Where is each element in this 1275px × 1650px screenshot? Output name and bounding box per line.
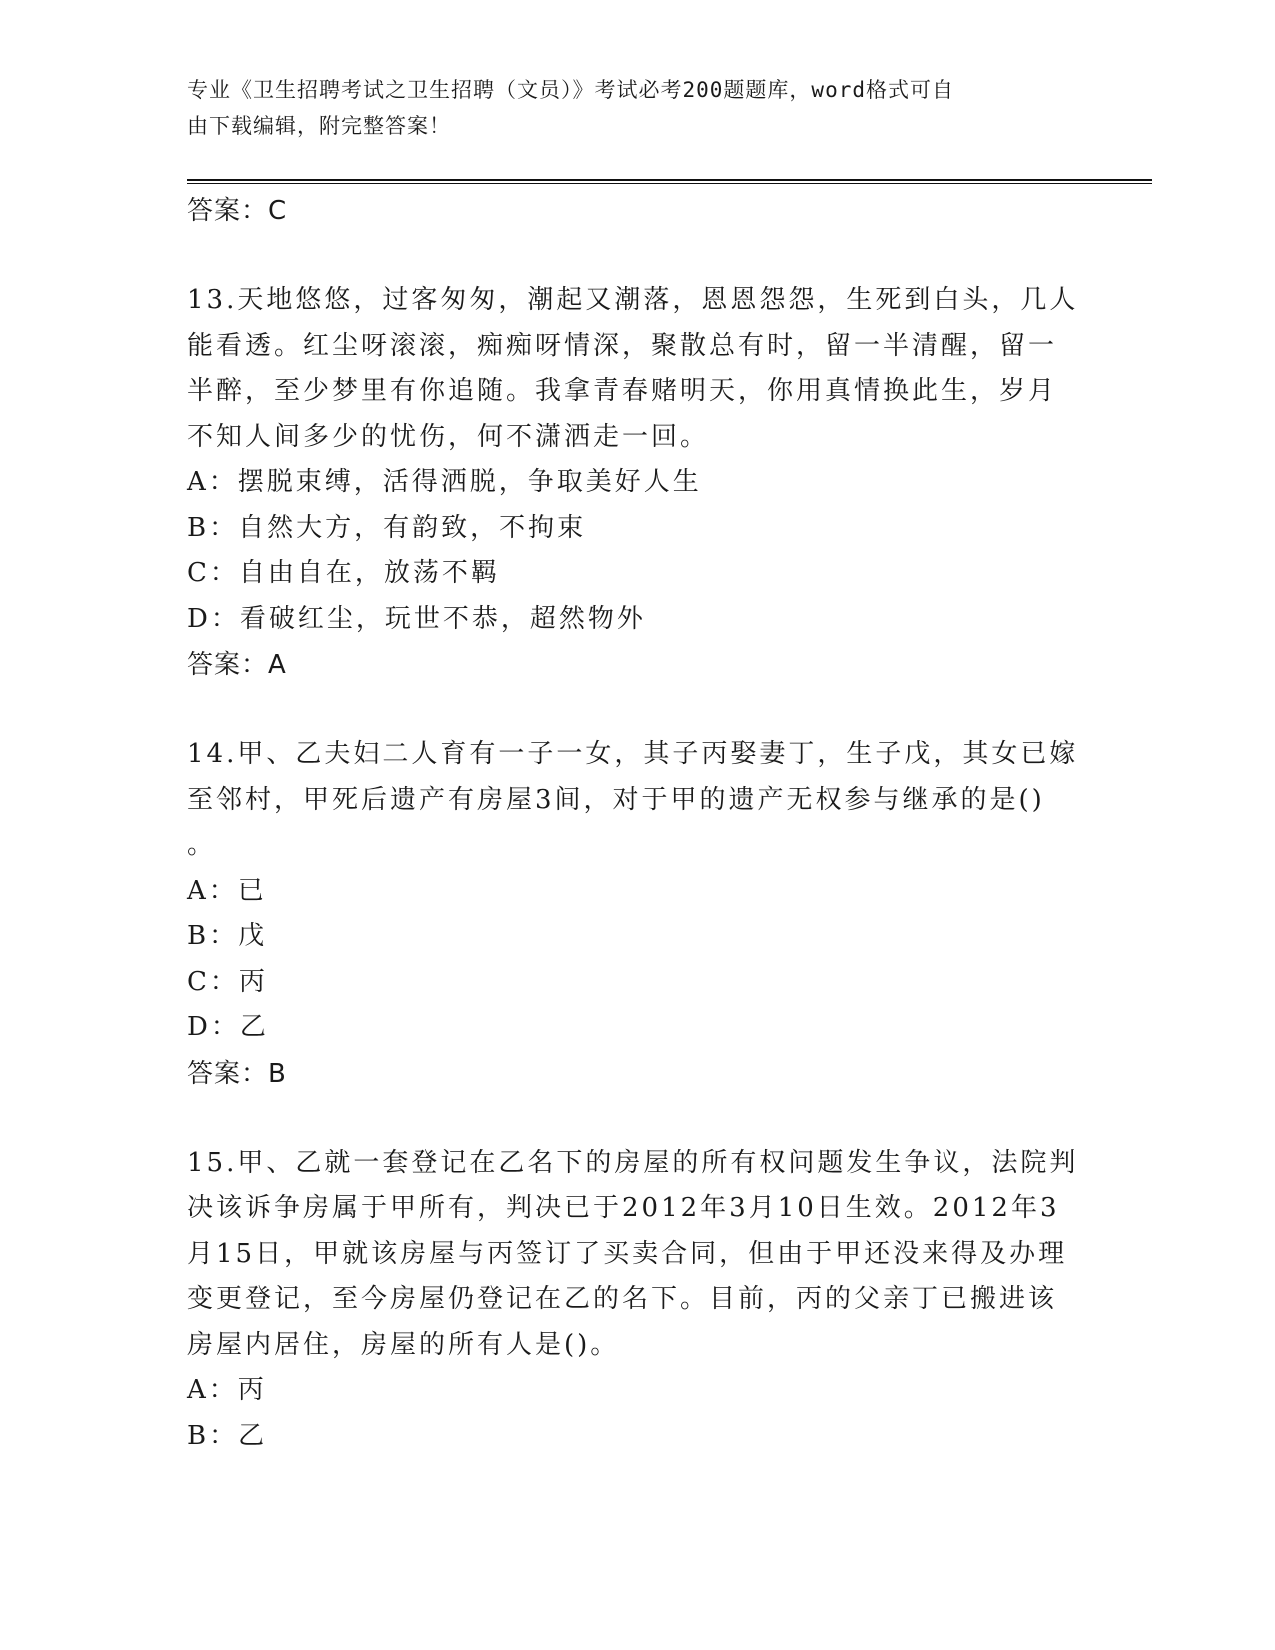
option-b: B：戊	[187, 921, 268, 951]
question-text-line: 。	[187, 830, 217, 860]
option-c: C：自由自在，放荡不羁	[187, 558, 500, 588]
question-text-line: 不知人间多少的忧伤，何不潇洒走一回。	[187, 421, 710, 452]
question-text-line: 变更登记，至今房屋仍登记在乙的名下。目前，丙的父亲丁已搬进该	[187, 1284, 1058, 1314]
question-text-line: 月15日，甲就该房屋与丙签订了买卖合同，但由于甲还没来得及办理	[187, 1238, 1068, 1269]
question-text-line: 能看透。红尘呀滚滚，痴痴呀情深，聚散总有时，留一半清醒，留一	[187, 330, 1058, 361]
question-15	[187, 1141, 1087, 1460]
answer-line: 答案：B	[187, 1058, 287, 1089]
question-text-line: 14.甲、乙夫妇二人育有一子一女，其子丙娶妻丁，生子戊，其女已嫁	[187, 739, 1079, 769]
spacer	[187, 688, 1087, 732]
spacer	[187, 1097, 1087, 1141]
header-divider	[187, 179, 1152, 184]
document-header	[187, 72, 1087, 144]
answer-line: 答案：A	[187, 650, 287, 680]
question-text-line: 至邻村，甲死后遗产有房屋3间，对于甲的遗产无权参与继承的是()	[187, 784, 1045, 815]
question-13	[187, 278, 1087, 688]
option-c: C：丙	[187, 966, 268, 997]
option-d: D：看破红尘，玩世不恭，超然物外	[187, 603, 646, 634]
header-line-2: 由下载编辑，附完整答案！	[187, 114, 451, 138]
option-a: A：丙	[187, 1375, 267, 1405]
answer-line: 答案：C	[187, 196, 288, 226]
document-body	[187, 188, 1087, 1459]
question-text-line: 15.甲、乙就一套登记在乙名下的房屋的所有权问题发生争议，法院判	[187, 1147, 1079, 1178]
spacer	[187, 234, 1087, 278]
question-text-line: 房屋内居住，房屋的所有人是()。	[187, 1329, 620, 1360]
question-text-line: 半醉，至少梦里有你追随。我拿青春赌明天，你用真情换此生，岁月	[187, 376, 1058, 406]
question-text-line: 13.天地悠悠，过客匆匆，潮起又潮落，恩恩怨怨，生死到白头，几人	[187, 285, 1079, 315]
option-b: B：自然大方，有韵致，不拘束	[187, 512, 587, 543]
option-a: A：已	[187, 875, 267, 906]
header-line-1: 专业《卫生招聘考试之卫生招聘（文员）》考试必考200题题库，word格式可自	[187, 78, 954, 102]
option-d: D：乙	[187, 1012, 269, 1042]
question-14	[187, 732, 1087, 1097]
option-b: B：乙	[187, 1420, 268, 1451]
option-a: A：摆脱束缚，活得洒脱，争取美好人生	[187, 467, 702, 497]
question-text-line: 决该诉争房属于甲所有，判决已于2012年3月10日生效。2012年3	[187, 1193, 1060, 1223]
